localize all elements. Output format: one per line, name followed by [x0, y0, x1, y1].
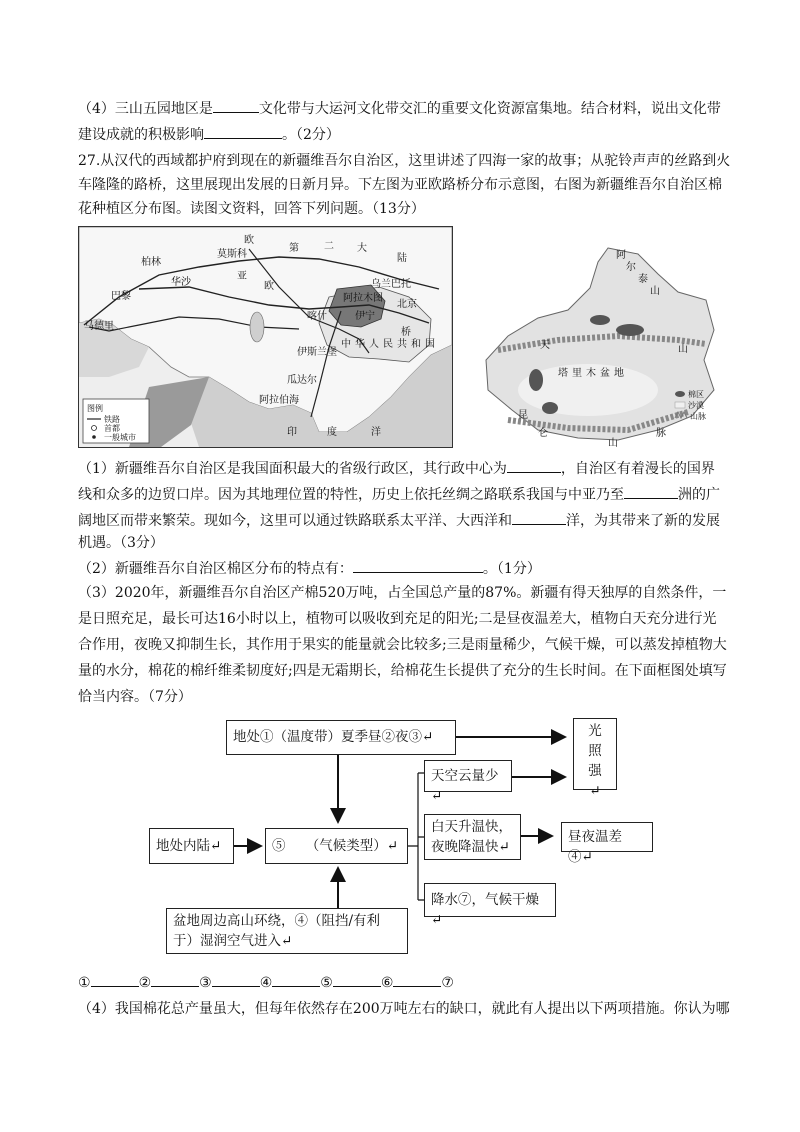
answer-blank[interactable] — [272, 972, 320, 987]
legend-item: 山脉 — [690, 412, 706, 421]
cotton-area — [590, 315, 610, 325]
map-label: 里 — [572, 368, 582, 379]
map-label: 亚 — [237, 271, 247, 282]
answer-blank[interactable] — [353, 558, 483, 573]
flow-basin-box: 盆地周边高山环绕，④（阻挡/有利 于）湿润空气进入↵ — [166, 908, 408, 954]
q27-3-line4: 量的水分，棉花的棉纤维柔韧度好;四是无霜期长，给棉花生长提供了充分的生长时间。在下面框图处填写 — [78, 663, 727, 679]
flow-cloud-box: 天空云量少↵ — [424, 760, 512, 792]
map-label: 共 — [397, 339, 407, 350]
map-label: 阿拉伯海 — [259, 395, 299, 406]
q27-1-line4: 机遇。（3分） — [78, 535, 164, 551]
cotton-area — [529, 369, 543, 391]
legend-city-swatch — [92, 435, 96, 439]
map-label: 欧 — [264, 281, 274, 292]
map-svg — [79, 227, 452, 447]
xinjiang-map-svg — [478, 240, 724, 448]
map-label: 天 — [540, 340, 550, 351]
map-label: 和 — [411, 339, 421, 350]
map-label: 人 — [369, 339, 379, 350]
q27-intro-line1: 27.从汉代的西域都护府到现在的新疆维吾尔自治区，这里讲述了四海一家的故事；从驼铃声声的丝路到火 — [78, 153, 731, 169]
eurasian-land-bridge-map — [78, 226, 453, 448]
map-label: 泰 — [638, 274, 648, 285]
legend-desert-swatch — [675, 402, 685, 408]
map-label: 华 — [355, 339, 365, 350]
q27-intro-line2: 车隆隆的路桥，这里展现出发展的日新月异。下左图为亚欧路桥分布示意图，右图为新疆维吾尔自治区棉 — [78, 177, 722, 193]
map-label: 大 — [357, 243, 367, 254]
q27-3-line1: （3）2020年，新疆维吾尔自治区产棉520万吨，占全国总产量的87%。新疆有得天独厚的自然条件，一 — [78, 585, 727, 601]
answer-blank[interactable] — [512, 510, 566, 525]
caspian-sea — [250, 312, 264, 342]
q27-2-line: （2）新疆维吾尔自治区棉区分布的特点有： 。（1分） — [78, 558, 541, 578]
answer-blank[interactable] — [333, 972, 381, 987]
map-label: 盆 — [600, 368, 610, 379]
flow-location-box: 地处①（温度带）夏季昼②夜③↵ — [226, 720, 456, 755]
answer-blank[interactable] — [624, 484, 678, 499]
flow-answer-line: ① ② ③ ④ ⑤ ⑥ ⑦ — [78, 972, 454, 992]
map-label: 度 — [327, 427, 337, 438]
map-label: 尔 — [626, 262, 636, 273]
map-label: 乌兰巴托 — [371, 279, 411, 290]
map-label: 二 — [324, 241, 334, 252]
flow-light-box: 光照强↵ — [573, 718, 617, 790]
xinjiang-cotton-map — [478, 240, 724, 448]
map-label: 柏林 — [141, 257, 161, 268]
map-label: 桥 — [401, 327, 411, 338]
map-label: 华沙 — [171, 277, 191, 288]
map-label: 伊宁 — [355, 311, 375, 322]
answer-blank[interactable] — [204, 124, 282, 139]
cotton-area — [542, 402, 558, 414]
q26-4-line2: 建设成就的积极影响 。（2分） — [78, 124, 340, 144]
map-label: 山 — [678, 344, 688, 355]
map-label: 阿拉木图 — [343, 293, 383, 304]
map-label: 昆 — [518, 410, 528, 421]
q27-3-line3: 合作用，夜晚又抑制生长，其作用于果实的能量就会比较多;三是雨量稀少，气候干燥，可以蒸发掉植物大 — [78, 637, 727, 653]
map-label: 塔 — [558, 368, 568, 379]
map-label: 巴黎 — [111, 291, 131, 302]
legend-item: 铁路 — [104, 415, 120, 424]
map-label: 山 — [608, 438, 618, 448]
flow-climate-box: ⑤ （气候类型）↵ — [265, 828, 408, 864]
legend-cotton-swatch — [675, 391, 685, 397]
q27-1-line2: 线和众多的边贸口岸。因为其地理位置的特性，历史上依托丝绸之路联系我国与中亚乃至 洲的广 — [78, 484, 720, 504]
map-label: 马德里 — [84, 321, 114, 332]
map-label: 伊斯兰堡 — [297, 347, 337, 358]
map-label: 欧 — [244, 235, 254, 246]
flow-inland-box: 地处内陆↵ — [149, 828, 234, 864]
answer-blank[interactable] — [393, 972, 441, 987]
map-label: 地 — [614, 368, 624, 379]
q27-4-line: （4）我国棉花总产量虽大，但每年依然存在200万吨左右的缺口，就此有人提出以下两项措施。你认为哪 — [78, 1001, 730, 1017]
q26-4-line1: （4）三山五园地区是 文化带与大运河文化带交汇的重要文化资源富集地。结合材料，说出文化带 — [78, 98, 721, 118]
map-label: 陆 — [397, 253, 407, 264]
map-label: 印 — [287, 427, 297, 438]
map-label: 洋 — [371, 427, 381, 438]
map-label: 阿 — [616, 250, 626, 261]
answer-blank[interactable] — [507, 458, 561, 473]
map-label: 脉 — [656, 428, 666, 439]
legend-item: 沙漠 — [688, 401, 704, 410]
answer-blank[interactable] — [151, 972, 199, 987]
bracket-connector — [408, 773, 424, 900]
cotton-area — [616, 324, 644, 336]
legend-item: 一般城市 — [104, 433, 136, 442]
q27-intro-line3: 花种植区分布图。读图文资料，回答下列问题。（13分） — [78, 201, 425, 217]
q27-3-line2: 是日照充足，最长可达16小时以上，植物可以吸收到充足的阳光;二是昼夜温差大，植物白天充分进行光 — [78, 611, 717, 627]
map-label: 民 — [383, 339, 393, 350]
answer-blank[interactable] — [213, 98, 259, 113]
map-label: 山 — [650, 286, 660, 297]
map-label: 喀什 — [307, 311, 327, 322]
legend-item: 棉区 — [688, 390, 704, 399]
map-label: 仑 — [538, 428, 548, 439]
map-label: 中 — [341, 339, 351, 350]
map-label: 莫斯科 — [217, 249, 247, 260]
legend-title: 图例 — [87, 404, 103, 413]
map-label: 国 — [425, 339, 435, 350]
flow-temp-box: 白天升温快， 夜晚降温快↵ — [424, 814, 521, 860]
q27-3-line5: 恰当内容。（7分） — [78, 689, 192, 705]
map-label: 木 — [586, 368, 596, 379]
map-label: 瓜达尔 — [287, 375, 317, 386]
q27-1-line3: 阔地区而带来繁荣。现如今，这里可以通过铁路联系太平洋、大西洋和 洋，为其带来了新的发展 — [78, 510, 720, 530]
answer-blank[interactable] — [212, 972, 260, 987]
map-label: 第 — [289, 243, 299, 254]
map-label: 北京 — [397, 299, 417, 310]
flow-rain-box: 降水⑦，气候干燥↵ — [424, 883, 556, 917]
q27-1-line1: （1）新疆维吾尔自治区是我国面积最大的省级行政区，其行政中心为 ，自治区有着漫长的国界 — [78, 458, 715, 478]
legend-item: 首都 — [104, 424, 120, 433]
answer-blank[interactable] — [91, 972, 139, 987]
flow-diff-box: 昼夜温差④↵ — [561, 822, 653, 852]
